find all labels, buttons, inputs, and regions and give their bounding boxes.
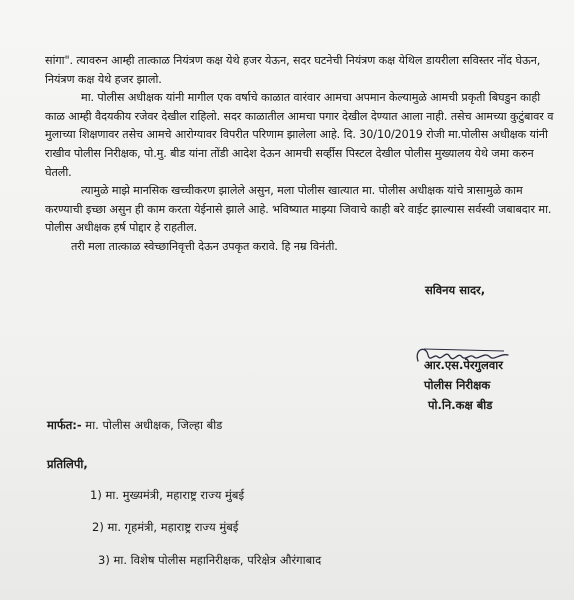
through-value: मा. पोलीस अधीक्षक, जिल्हा बीड <box>81 418 223 432</box>
officer-department: पो.नि.कक्ष बीड <box>428 398 493 412</box>
copy-to-label: प्रतिलिपी, <box>47 457 88 471</box>
letter-body <box>45 52 555 257</box>
officer-block <box>424 355 503 415</box>
officer-name: आर.एस.पेरगुलवार <box>424 358 503 372</box>
copy-recipient-3: 3) मा. विशेष पोलीस महानिरीक्षक, परिक्षेत्र औरंगाबाद <box>98 553 322 567</box>
officer-title: पोलीस निरीक्षक <box>424 378 491 392</box>
paragraph-1: सांगा". त्यावरुन आम्ही तात्काळ नियंत्रण कक्ष येथे हजर येऊन, सदर घटनेची नियंत्रण कक्ष येथिल डायरीला सविस्तर नोंद घेऊन, नियंत्रण कक्ष येथे हजर झालो. <box>45 54 541 86</box>
through-label: मार्फत:- <box>47 418 82 432</box>
paragraph-4: तरी मला तात्काळ स्वेच्छानिवृत्ती देऊन उपकृत करावे. हि नम्र विनंती. <box>71 239 338 253</box>
through-line <box>47 418 222 433</box>
copy-recipient-1: 1) मा. मुख्यमंत्री, महाराष्ट्र राज्य मुंबई <box>90 488 245 502</box>
copy-recipient-2: 2) मा. गृहमंत्री, महाराष्ट्र राज्य मुंबई <box>92 520 239 534</box>
paragraph-3: त्यामुळे माझे मानसिक खच्चीकरण झालेले असुन, मला पोलीस खात्यात मा. पोलीस अधीक्षक यांचे त्रासामुळे काम करण्याची इच्छा असुन ही काम करता येईनासे झाले आहे. भविष्यात माझ्या जिवाचे काही बरे वाईट झाल्यास सर्वस्वी जबाबदार मा. पोलीस अधीक्षक हर्ष पोद्दार हे राहतील. <box>45 184 552 235</box>
closing-salutation: सविनय सादर, <box>425 283 486 297</box>
paragraph-2: मा. पोलीस अधीक्षक यांनी मागील एक वर्षाचे काळात वारंवार आमचा अपमान केल्यामुळे आमची प्रकृती बिघडुन काही काळ आम्ही वैदयकीय रजेवर देखील राहिलो. सदर काळातील आमचा पगार देखील देण्यात आला नाही. तसेच आमच्या कुटुंबावर व मुलाच्या शिक्षणावर तसेच आमचे आरोग्यावर विपरीत परिणाम झालेला आहे. दि. 30/10/2019 रोजी मा.पोलीस अधीक्षक यांनी राखीव पोलीस निरीक्षक, पो.मु. बीड यांना तोंडी आदेश देऊन आमची सर्व्हीस पिस्टल देखील पोलीस मुख्यालय येथे जमा करुन घेतली. <box>45 91 554 179</box>
